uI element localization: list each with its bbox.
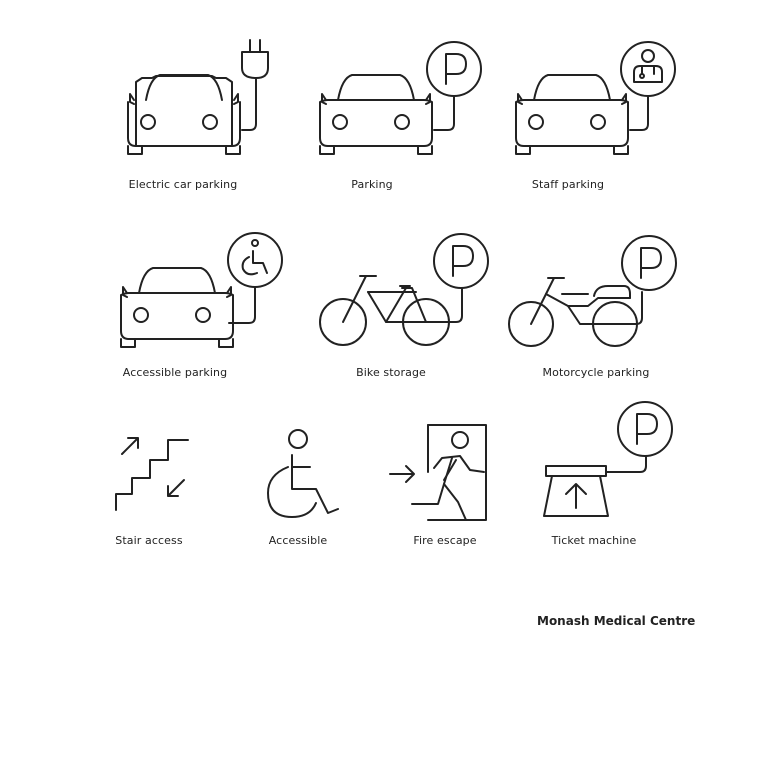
label-stair-access: Stair access bbox=[115, 534, 183, 547]
label-ticket-machine: Ticket machine bbox=[551, 534, 637, 547]
fire-exit-icon bbox=[386, 422, 490, 526]
label-electric-car-parking: Electric car parking bbox=[128, 178, 238, 191]
label-bike-storage: Bike storage bbox=[356, 366, 426, 379]
footer-organization: Monash Medical Centre bbox=[537, 614, 696, 628]
car-parking-icon bbox=[312, 38, 487, 163]
label-motorcycle-parking: Motorcycle parking bbox=[542, 366, 650, 379]
label-accessible: Accessible bbox=[268, 534, 328, 547]
electric-car-plug-icon bbox=[120, 38, 280, 163]
motorcycle-parking-icon bbox=[508, 234, 683, 354]
staff-parking-icon bbox=[508, 38, 683, 163]
label-staff-parking: Staff parking bbox=[531, 178, 605, 191]
bike-storage-icon bbox=[318, 232, 493, 352]
accessible-parking-icon bbox=[113, 231, 288, 356]
label-fire-escape: Fire escape bbox=[413, 534, 477, 547]
label-parking: Parking bbox=[351, 178, 393, 191]
label-accessible-parking: Accessible parking bbox=[122, 366, 228, 379]
wheelchair-icon bbox=[258, 427, 344, 527]
ticket-machine-icon bbox=[542, 400, 677, 525]
stairs-icon bbox=[112, 432, 194, 514]
